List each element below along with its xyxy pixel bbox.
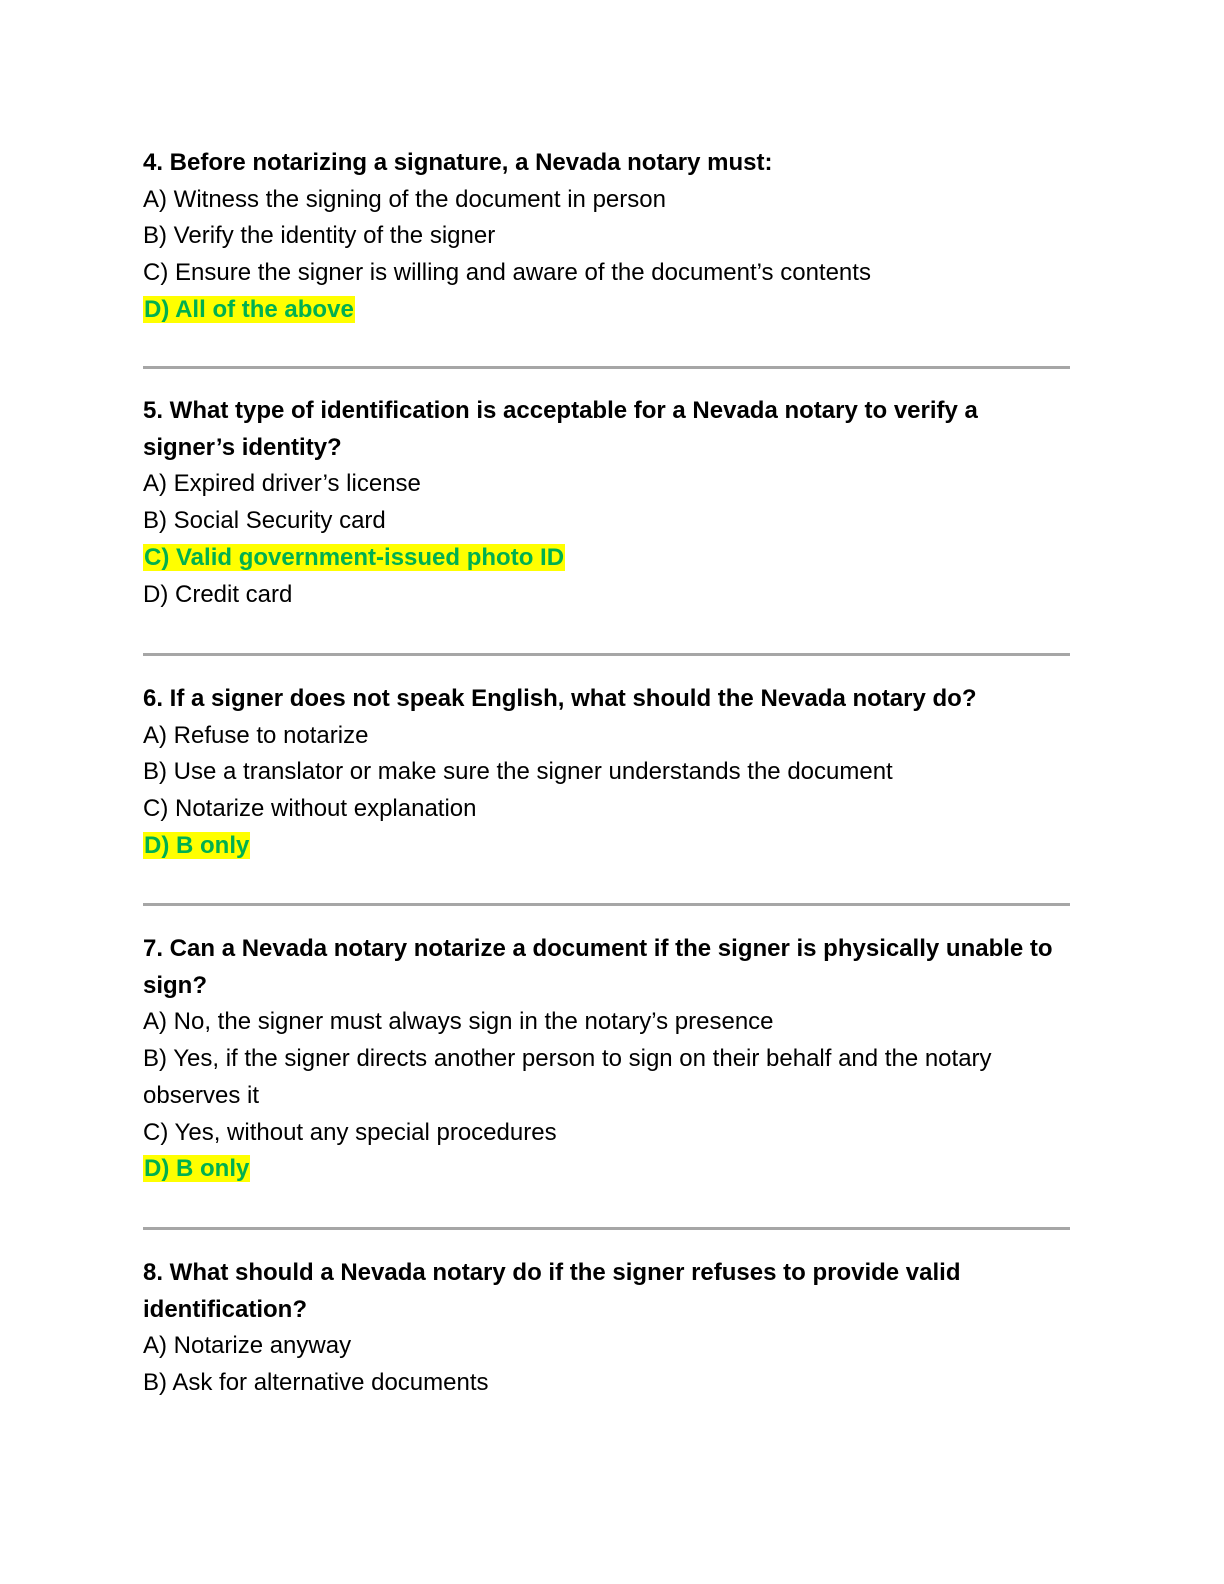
- option-b: B) Verify the identity of the signer: [143, 222, 496, 250]
- section-divider: [143, 653, 1070, 656]
- option-a: A) Refuse to notarize: [143, 721, 369, 749]
- section-divider: [143, 903, 1070, 906]
- answer-highlight: D) B only: [144, 831, 250, 859]
- question-title: 5. What type of identification is acceptable for a Nevada notary to verify a signer’s identity?: [143, 397, 978, 461]
- option-b: B) Social Security card: [143, 507, 386, 535]
- option-c-correct-answer: [143, 540, 1073, 577]
- answer-highlight: D) B only: [144, 1155, 250, 1183]
- option-a: A) Expired driver’s license: [143, 470, 421, 498]
- answer-highlight: C) Valid government-issued photo ID: [144, 543, 565, 571]
- option-a: A) Notarize anyway: [143, 1332, 352, 1360]
- question-8: [143, 1255, 1073, 1402]
- option-b: B) Ask for alternative documents: [143, 1369, 489, 1397]
- question-5: [143, 393, 1073, 613]
- option-b: B) Use a translator or make sure the signer understands the document: [143, 758, 893, 786]
- option-d-correct-answer: [143, 1151, 1073, 1188]
- question-6: [143, 681, 1073, 865]
- option-d: D) Credit card: [143, 580, 293, 608]
- section-divider: [143, 1227, 1070, 1230]
- answer-highlight: D) All of the above: [144, 295, 354, 323]
- question-title: 4. Before notarizing a signature, a Nevada notary must:: [143, 149, 773, 176]
- option-c: C) Ensure the signer is willing and aware of the document’s contents: [143, 259, 871, 287]
- option-d-correct-answer: [143, 292, 1073, 329]
- question-title: 8. What should a Nevada notary do if the signer refuses to provide valid identification?: [143, 1259, 961, 1323]
- question-title: 7. Can a Nevada notary notarize a document if the signer is physically unable to sign?: [143, 935, 1053, 999]
- option-b: B) Yes, if the signer directs another person to sign on their behalf and the notary observes it: [143, 1045, 992, 1109]
- question-7: [143, 931, 1073, 1188]
- option-a: A) Witness the signing of the document in person: [143, 185, 666, 213]
- question-4: [143, 145, 1073, 329]
- option-a: A) No, the signer must always sign in the notary’s presence: [143, 1008, 774, 1036]
- option-c: C) Yes, without any special procedures: [143, 1118, 557, 1146]
- question-title: 6. If a signer does not speak English, what should the Nevada notary do?: [143, 685, 977, 712]
- option-d-correct-answer: [143, 828, 1073, 865]
- section-divider: [143, 366, 1070, 369]
- option-c: C) Notarize without explanation: [143, 795, 477, 823]
